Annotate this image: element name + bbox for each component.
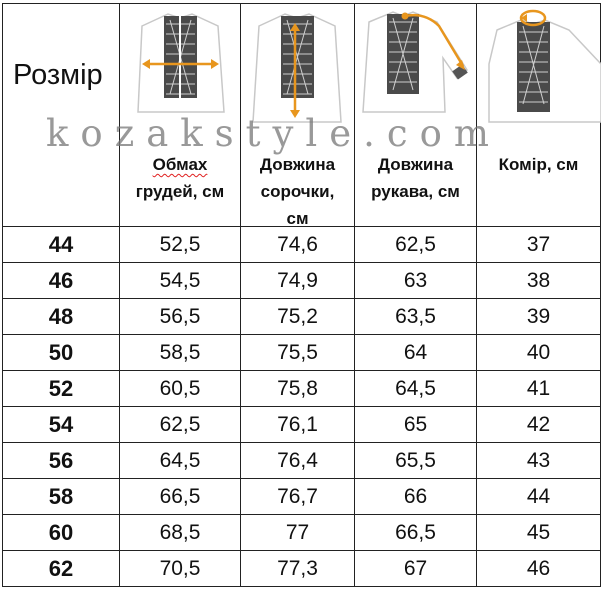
chest-column-header: Обмах грудей, см — [135, 155, 225, 201]
length-cell: 77,3 — [241, 551, 355, 587]
size-cell: 58 — [3, 479, 120, 515]
chest-cell: 64,5 — [120, 443, 241, 479]
length-cell: 74,9 — [241, 263, 355, 299]
table-row — [3, 371, 601, 407]
collar-cell: 42 — [477, 407, 601, 443]
collar-cell: 41 — [477, 371, 601, 407]
sleeve-cell: 66 — [355, 479, 477, 515]
chest-cell: 70,5 — [120, 551, 241, 587]
size-cell: 62 — [3, 551, 120, 587]
size-cell: 54 — [3, 407, 120, 443]
chest-cell: 52,5 — [120, 227, 241, 263]
size-column-header: Розмір — [13, 59, 103, 91]
length-cell: 75,5 — [241, 335, 355, 371]
sleeve-cell: 62,5 — [355, 227, 477, 263]
watermark: kozakstyle.com — [46, 112, 502, 155]
collar-cell: 44 — [477, 479, 601, 515]
size-cell: 50 — [3, 335, 120, 371]
sleeve-cell: 66,5 — [355, 515, 477, 551]
chest-cell: 68,5 — [120, 515, 241, 551]
length-cell: 75,2 — [241, 299, 355, 335]
length-cell: 76,1 — [241, 407, 355, 443]
sleeve-cell: 67 — [355, 551, 477, 587]
sleeve-column-header: Довжина рукава, см — [371, 155, 460, 201]
table-row — [3, 479, 601, 515]
collar-cell: 37 — [477, 227, 601, 263]
chest-cell: 62,5 — [120, 407, 241, 443]
size-chart-table — [2, 3, 601, 587]
chest-cell: 54,5 — [120, 263, 241, 299]
table-row — [3, 335, 601, 371]
table-row — [3, 515, 601, 551]
table-row — [3, 299, 601, 335]
collar-cell: 38 — [477, 263, 601, 299]
size-cell: 56 — [3, 443, 120, 479]
length-cell: 76,7 — [241, 479, 355, 515]
length-cell: 76,4 — [241, 443, 355, 479]
chest-cell: 66,5 — [120, 479, 241, 515]
table-row — [3, 263, 601, 299]
size-cell: 60 — [3, 515, 120, 551]
size-cell: 46 — [3, 263, 120, 299]
sleeve-cell: 64 — [355, 335, 477, 371]
length-column-header: Довжина сорочки, см — [259, 155, 336, 228]
size-cell: 48 — [3, 299, 120, 335]
length-cell: 74,6 — [241, 227, 355, 263]
table-row — [3, 443, 601, 479]
sleeve-cell: 65 — [355, 407, 477, 443]
collar-cell: 40 — [477, 335, 601, 371]
sleeve-cell: 63 — [355, 263, 477, 299]
collar-cell: 46 — [477, 551, 601, 587]
collar-cell: 39 — [477, 299, 601, 335]
collar-column-header: Комір, см — [498, 155, 579, 174]
size-cell: 52 — [3, 371, 120, 407]
table-row — [3, 407, 601, 443]
collar-cell: 43 — [477, 443, 601, 479]
chest-cell: 56,5 — [120, 299, 241, 335]
chest-cell: 58,5 — [120, 335, 241, 371]
chest-cell: 60,5 — [120, 371, 241, 407]
collar-cell: 45 — [477, 515, 601, 551]
length-cell: 75,8 — [241, 371, 355, 407]
size-rows — [3, 227, 601, 587]
table-row — [3, 551, 601, 587]
sleeve-cell: 65,5 — [355, 443, 477, 479]
length-cell: 77 — [241, 515, 355, 551]
size-cell: 44 — [3, 227, 120, 263]
sleeve-cell: 64,5 — [355, 371, 477, 407]
sleeve-cell: 63,5 — [355, 299, 477, 335]
